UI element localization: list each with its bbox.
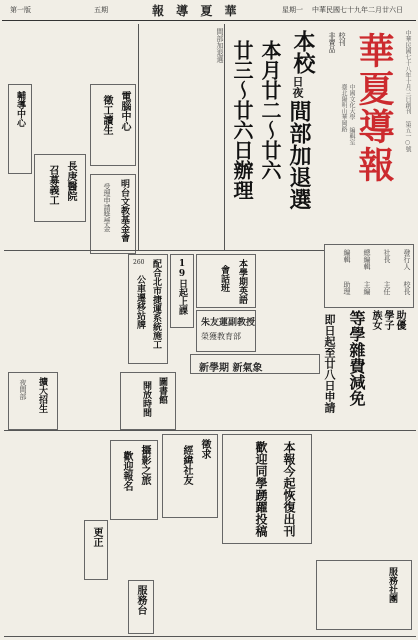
headline-school: 本校 xyxy=(290,30,316,74)
english-title: 本學期英語 xyxy=(237,259,247,304)
recruit-title: 擴大招生 xyxy=(37,377,47,413)
scholarship-kicker-c: 族女 xyxy=(370,310,381,330)
recruit-box xyxy=(8,372,58,430)
divider xyxy=(224,24,225,250)
correction-title: 更正 xyxy=(91,527,102,547)
masthead-small: 報 導 夏 華 xyxy=(152,4,241,18)
header-ribbon xyxy=(2,2,416,21)
bus-note: 260 xyxy=(133,259,145,266)
recruit-sub: 夜間部 xyxy=(19,379,27,400)
masthead-title: 華夏導報 xyxy=(353,32,395,184)
masthead-reg-line: 中華民國七十八年十月三日創刊 第五一○號 xyxy=(404,30,411,152)
headline-title: 間部加退選 xyxy=(286,100,312,210)
jingwei-title: 徵求 xyxy=(199,439,210,459)
changgeng-box xyxy=(34,154,86,222)
scholarship-kicker-b: 學子 xyxy=(382,310,393,330)
service-title: 服務台 xyxy=(135,585,146,615)
masthead-block xyxy=(324,24,416,242)
date-line: 中華民國七十九年二月廿六日 xyxy=(312,6,403,14)
campus-box xyxy=(90,84,136,166)
campus-sub: 徵工讀生 xyxy=(101,95,112,135)
library-title-1: 圖書館 xyxy=(157,377,167,404)
main-headline-block xyxy=(226,30,322,230)
english-box xyxy=(196,254,256,308)
staff-role-4: 編輯 xyxy=(343,249,351,263)
resume-box xyxy=(222,434,312,544)
note-right-text: 服務社團 xyxy=(387,567,397,603)
jingwei-box xyxy=(162,434,218,518)
scholarship-kicker-a: 助優 xyxy=(394,310,405,330)
article-text: 間部加退選 xyxy=(216,28,224,63)
photo-title: 攝影之旅 xyxy=(139,445,150,485)
staff-role-1: 發行人 xyxy=(403,249,411,270)
english-sub: 會話班 xyxy=(219,265,229,292)
staff-name-2: 主任 xyxy=(383,281,391,295)
headline-day-night: 日夜 xyxy=(291,76,304,98)
masthead-publisher-2: 臺北陽明山華岡路 xyxy=(340,84,347,132)
staff-name-4: 助理 xyxy=(343,281,351,295)
bottom-rule xyxy=(4,636,416,637)
staff-role-3: 總編輯 xyxy=(363,249,371,270)
scholarship-subtitle: 即日起至廿八日申請 xyxy=(323,314,336,413)
issue-label: 五期 xyxy=(94,6,108,14)
resume-sub: 歡迎同學踴躍投稿 xyxy=(254,441,268,537)
staff-name-1: 校長 xyxy=(403,281,411,295)
headline-date-1: 本月廿二～廿六 xyxy=(258,40,282,180)
divider xyxy=(4,250,324,251)
jingwei-sub: 經緯社友 xyxy=(181,445,192,485)
library-box xyxy=(120,372,176,430)
library-title-2: 開放時間 xyxy=(141,381,151,417)
masthead-publisher-1: 中國文化大學 編輯室 xyxy=(348,84,355,145)
correction-box xyxy=(84,520,108,580)
date19-text: 19日起上課 xyxy=(177,259,187,315)
divider xyxy=(138,24,139,250)
note-right-box xyxy=(316,560,412,630)
campus-title: 電腦中心 xyxy=(119,91,130,131)
mingtai-title: 明台文教基金會 xyxy=(119,179,129,242)
article-body-upper xyxy=(140,28,224,248)
staff-box xyxy=(324,244,414,308)
photo-box xyxy=(110,440,158,520)
bus-sub: 公車遷移站牌 xyxy=(135,275,145,329)
date19-box xyxy=(170,254,194,328)
edition-label: 第一版 xyxy=(10,6,31,14)
resume-title: 本報今起恢復出刊 xyxy=(282,441,296,537)
poster-text: 新學期 新氣象 xyxy=(199,363,263,374)
masthead-school-label: 校刊 xyxy=(338,32,346,46)
scholarship-block xyxy=(260,310,410,428)
changgeng-title: 長庚醫院 xyxy=(65,161,76,201)
fudao-title: 輔導中心 xyxy=(15,91,25,127)
service-box xyxy=(128,580,154,634)
photo-sub: 歡迎報名 xyxy=(121,451,132,491)
divider xyxy=(4,430,416,431)
left-upper-area xyxy=(4,24,136,264)
mingtai-body: 受理申請獎學金 xyxy=(103,183,111,232)
scholarship-title: 等學雜費減免 xyxy=(347,310,366,406)
staff-role-2: 社長 xyxy=(383,249,391,263)
bus-title: 配合北市捷運系統施工 xyxy=(151,259,161,349)
bus-box xyxy=(128,254,168,364)
fudao-box xyxy=(8,84,32,174)
changgeng-sub: 召募義工 xyxy=(47,165,58,205)
masthead-category-label: 非賣品 xyxy=(328,32,336,53)
headline-date-2: 廿三～廿六日辦理 xyxy=(230,40,254,200)
staff-name-3: 主編 xyxy=(363,281,371,295)
zhu-title: 朱友蓮副教授 xyxy=(201,318,256,328)
mingtai-box xyxy=(90,174,136,254)
zhu-box xyxy=(196,310,256,352)
zhu-sub: 榮獲教育部 xyxy=(201,332,241,341)
weekday: 星期一 xyxy=(282,6,303,14)
